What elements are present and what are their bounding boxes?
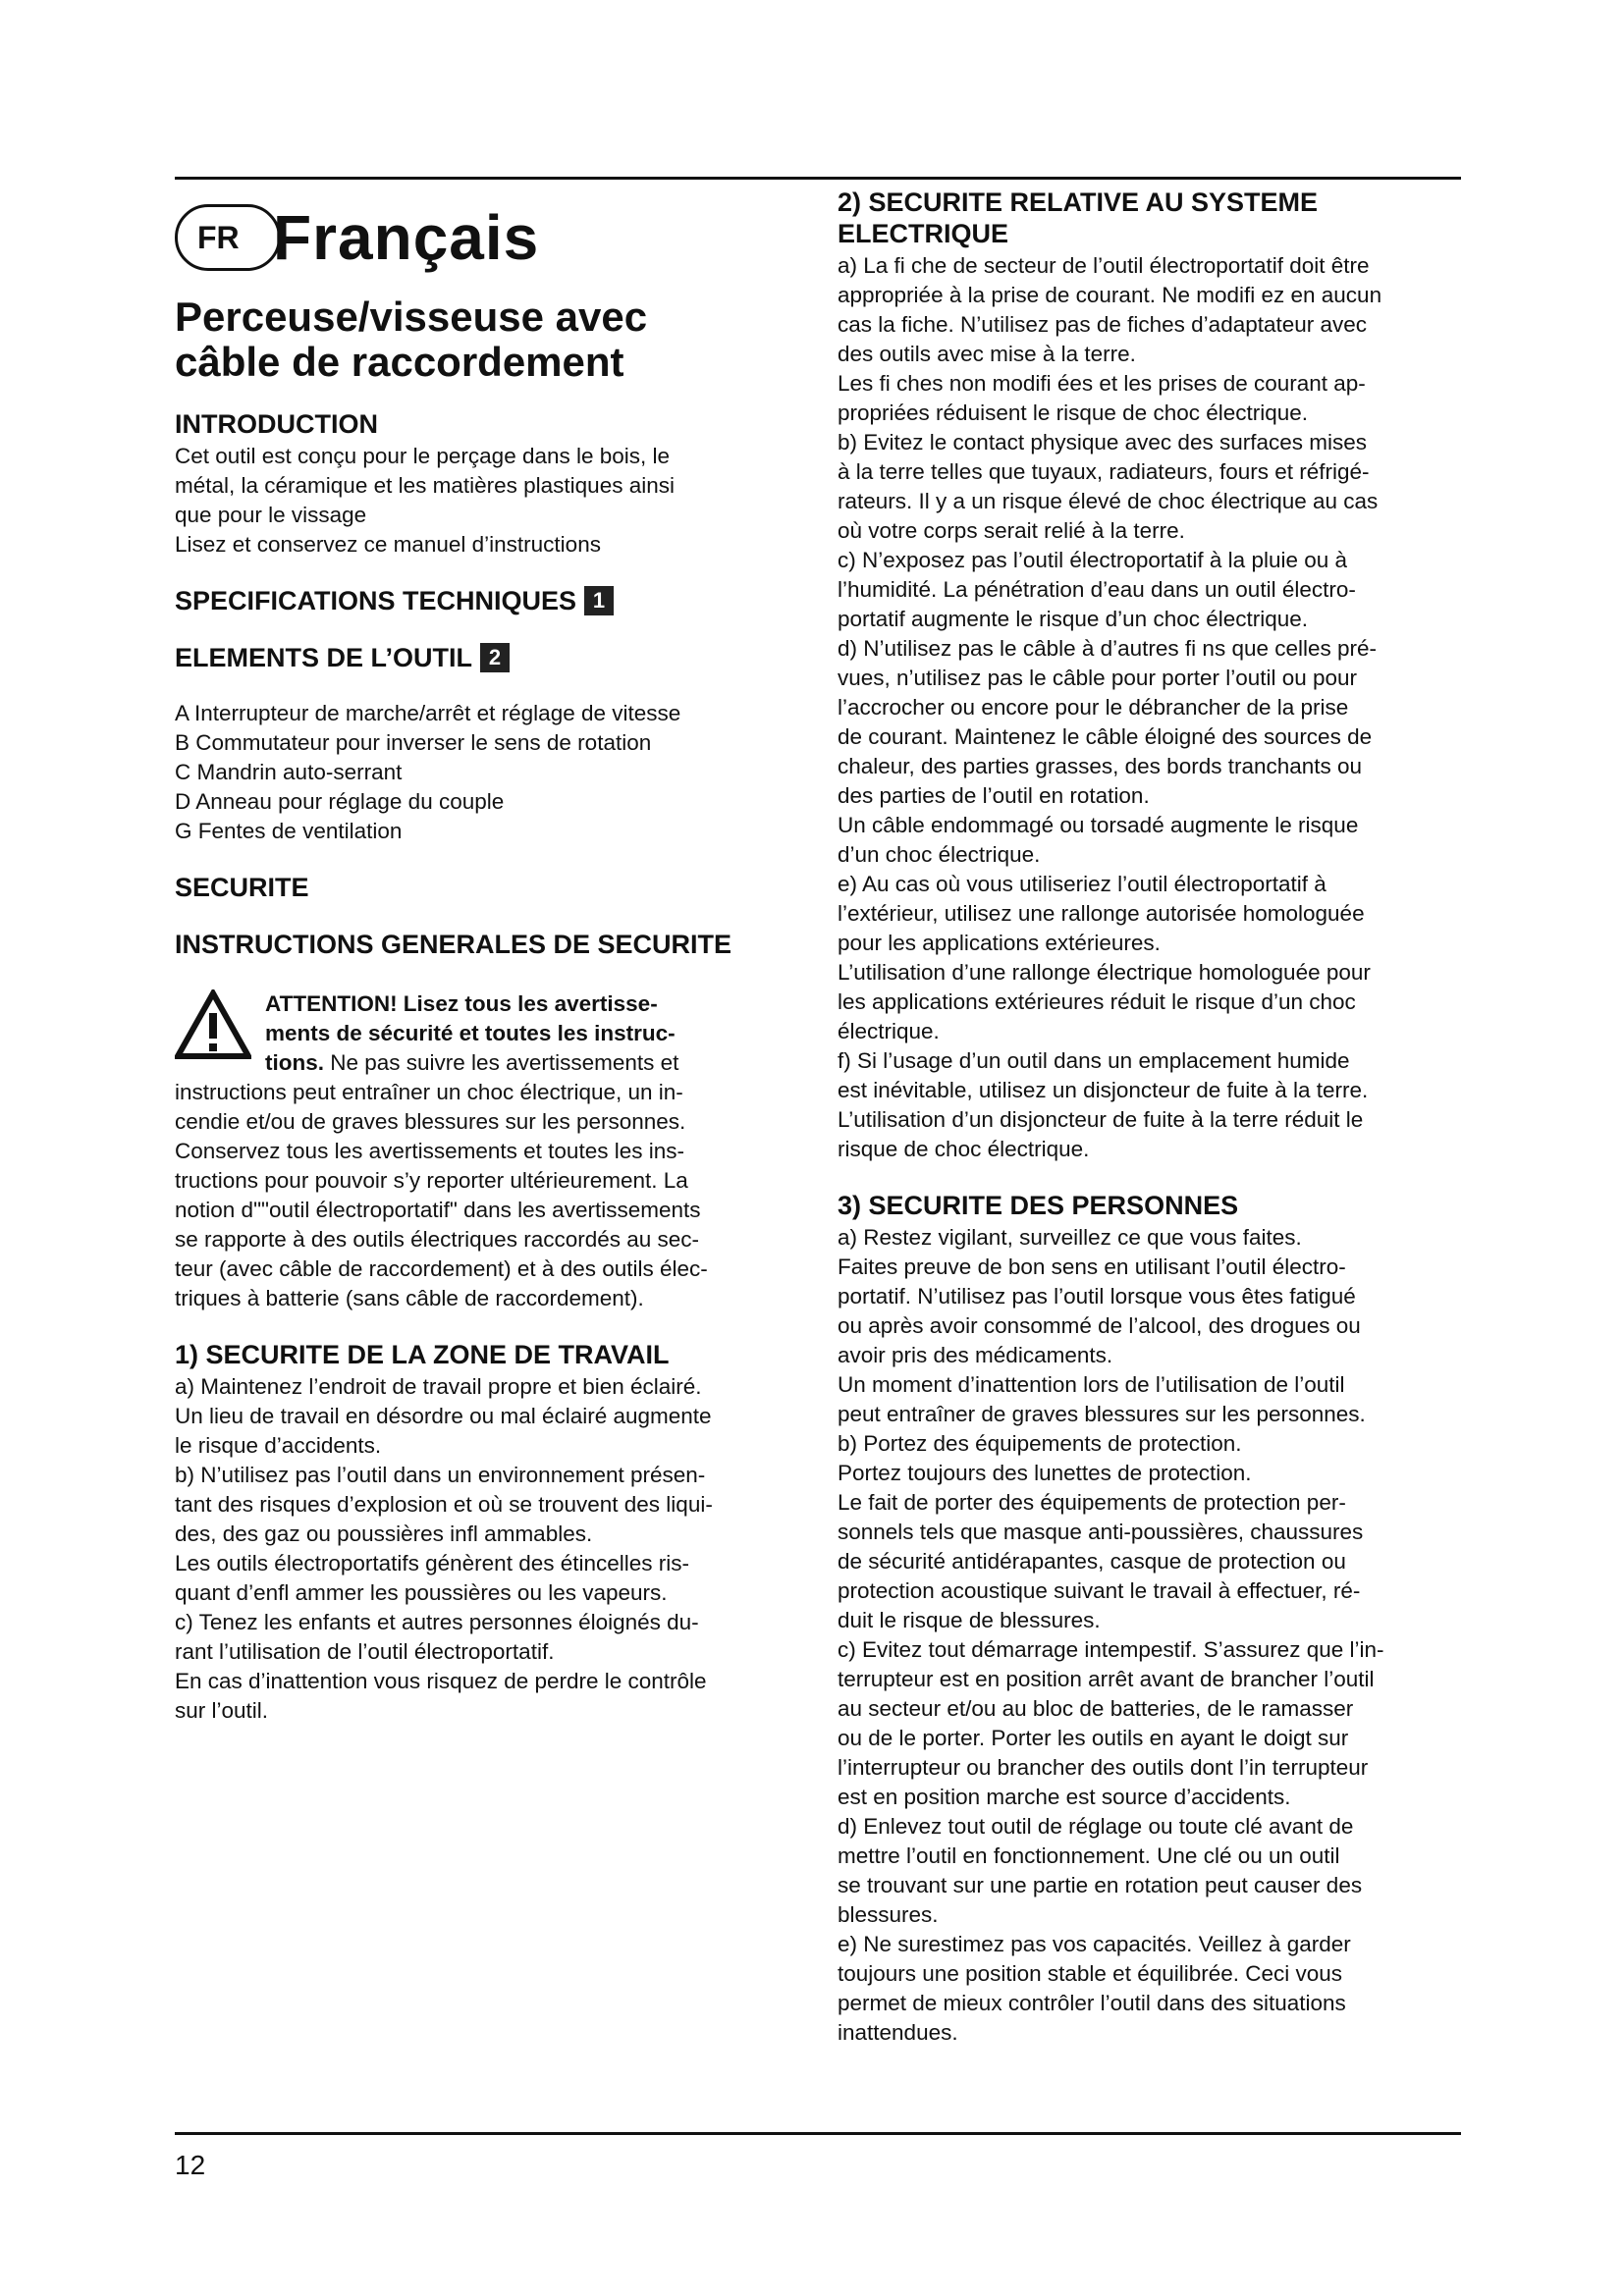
body-line: avoir pris des médicaments. (838, 1343, 1113, 1367)
body-line: triques à batterie (sans câble de raccordement). (175, 1286, 644, 1310)
intro-line: que pour le vissage (175, 503, 367, 527)
body-line: de courant. Maintenez le câble éloigné des sources de (838, 724, 1373, 749)
body-line: ou après avoir consommé de l’alcool, des drogues ou (838, 1313, 1361, 1338)
body-line: tant des risques d’explosion et où se trouvent des liqui- (175, 1492, 713, 1517)
body-line: L’utilisation d’un disjoncteur de fuite à la terre réduit le (838, 1107, 1364, 1132)
body-line: notion d""outil électroportatif" dans les avertissements (175, 1198, 701, 1222)
body-line: a) Maintenez l’endroit de travail propre et bien éclairé. (175, 1374, 702, 1399)
warning-text: Ne pas suivre les avertissements et (324, 1050, 679, 1075)
body-line: b) Evitez le contact physique avec des surfaces mises (838, 430, 1368, 454)
figure-ref-badge: 2 (480, 643, 510, 672)
figure-ref-badge: 1 (584, 586, 614, 615)
section2-heading (838, 187, 1461, 249)
body-line: protection acoustique suivant le travail à effectuer, ré- (838, 1578, 1361, 1603)
body-line: rateurs. Il y a un risque élevé de choc électrique au cas (838, 489, 1379, 513)
body-line: vues, n’utilisez pas le câble pour porter l’outil ou pour (838, 666, 1358, 690)
body-line: où votre corps serait relié à la terre. (838, 518, 1185, 543)
body-line: pour les applications extérieures. (838, 931, 1161, 955)
body-line: Faites preuve de bon sens en utilisant l’outil électro- (838, 1255, 1346, 1279)
language-badge (175, 204, 281, 271)
specs-heading (175, 585, 791, 616)
body-line: cendie et/ou de graves blessures sur les personnes. (175, 1109, 686, 1134)
body-line: des outils avec mise à la terre. (838, 342, 1136, 366)
body-line: inattendues. (838, 2020, 958, 2045)
body-line: se trouvant sur une partie en rotation peut causer des (838, 1873, 1363, 1897)
body-line: Un lieu de travail en désordre ou mal éclairé augmente (175, 1404, 712, 1428)
body-line: de sécurité antidérapantes, casque de protection ou (838, 1549, 1346, 1574)
intro-line: Lisez et conservez ce manuel d’instructions (175, 532, 601, 557)
section1-heading: 1) SECURITE DE LA ZONE DE TRAVAIL (175, 1340, 670, 1369)
body-line: Le fait de porter des équipements de protection per- (838, 1490, 1346, 1515)
body-line: e) Ne surestimez pas vos capacités. Veillez à garder (838, 1932, 1351, 1956)
page-number: 12 (175, 2150, 206, 2180)
warning-bold-text: tions. (265, 1050, 324, 1075)
list-item: D Anneau pour réglage du couple (175, 789, 505, 814)
language-name: Français (273, 202, 540, 273)
body-line: b) N’utilisez pas l’outil dans un environnement présen- (175, 1463, 706, 1487)
body-line: est en position marche est source d’accidents. (838, 1785, 1291, 1809)
body-line: les applications extérieures réduit le risque d’un choc (838, 989, 1356, 1014)
body-line: f) Si l’usage d’un outil dans un emplacement humide (838, 1048, 1350, 1073)
body-line: des, des gaz ou poussières infl ammables. (175, 1522, 593, 1546)
body-line: e) Au cas où vous utiliseriez l’outil électroportatif à (838, 872, 1326, 896)
body-line: Portez toujours des lunettes de protection. (838, 1461, 1252, 1485)
body-line: Les fi ches non modifi ées et les prises de courant ap- (838, 371, 1366, 396)
body-line: d) N’utilisez pas le câble à d’autres fi ns que celles pré- (838, 636, 1378, 661)
elements-list (175, 699, 791, 846)
body-line: tructions pour pouvoir s’y reporter ultérieurement. La (175, 1168, 688, 1193)
intro-heading: INTRODUCTION (175, 409, 378, 439)
top-rule (175, 177, 1461, 180)
body-line: portatif. N’utilisez pas l’outil lorsque vous êtes fatigué (838, 1284, 1356, 1308)
body-line: rant l’utilisation de l’outil électroportatif. (175, 1639, 555, 1664)
body-line: c) Tenez les enfants et autres personnes éloignés du- (175, 1610, 699, 1634)
body-line: permet de mieux contrôler l’outil dans des situations (838, 1991, 1346, 2015)
securite-heading: SECURITE (175, 873, 309, 902)
specs-heading-text: SPECIFICATIONS TECHNIQUES (175, 586, 577, 615)
body-line: sur l’outil. (175, 1698, 269, 1723)
document-title (175, 294, 791, 385)
intro-text (175, 442, 791, 560)
body-line: le risque d’accidents. (175, 1433, 382, 1458)
body-line: appropriée à la prise de courant. Ne modifi ez en aucun (838, 283, 1382, 307)
elements-heading-text: ELEMENTS DE L’OUTIL (175, 643, 473, 672)
title-line: câble de raccordement (175, 339, 624, 385)
title-line: Perceuse/visseuse avec (175, 294, 648, 340)
body-line: quant d’enfl ammer les poussières ou les vapeurs. (175, 1580, 668, 1605)
body-line: Conservez tous les avertissements et toutes les ins- (175, 1139, 684, 1163)
body-line: a) La fi che de secteur de l’outil électroportatif doit être (838, 253, 1370, 278)
section1-text (175, 1372, 791, 1726)
warning-triangle-icon (175, 989, 251, 1060)
body-line: propriées réduisent le risque de choc électrique. (838, 400, 1309, 425)
list-item: G Fentes de ventilation (175, 819, 403, 843)
body-line: c) N’exposez pas l’outil électroportatif à la pluie ou à (838, 548, 1348, 572)
body-line: d) Enlevez tout outil de réglage ou toute clé avant de (838, 1814, 1354, 1839)
bottom-rule (175, 2132, 1461, 2135)
body-line: Les outils électroportatifs génèrent des étincelles ris- (175, 1551, 690, 1575)
body-line: toujours une position stable et équilibrée. Ceci vous (838, 1961, 1343, 1986)
body-line: cas la fiche. N’utilisez pas de fiches d’adaptateur avec (838, 312, 1368, 337)
body-line: L’utilisation d’une rallonge électrique homologuée pour (838, 960, 1371, 985)
body-line: l’humidité. La pénétration d’eau dans un outil électro- (838, 577, 1356, 602)
language-code: FR (197, 219, 240, 255)
body-line: duit le risque de blessures. (838, 1608, 1101, 1632)
body-line: à la terre telles que tuyaux, radiateurs, fours et réfrigé- (838, 459, 1370, 484)
general-instructions-heading: INSTRUCTIONS GENERALES DE SECURITE (175, 930, 732, 959)
heading-line: ELECTRIQUE (838, 219, 1009, 248)
body-line: instructions peut entraîner un choc électrique, un in- (175, 1080, 683, 1104)
language-header (175, 192, 791, 283)
body-line: l’extérieur, utilisez une rallonge autorisée homologuée (838, 901, 1365, 926)
left-column (175, 192, 791, 1726)
body-line: est inévitable, utilisez un disjoncteur de fuite à la terre. (838, 1078, 1369, 1102)
body-line: mettre l’outil en fonctionnement. Une clé ou un outil (838, 1843, 1340, 1868)
body-line: b) Portez des équipements de protection. (838, 1431, 1242, 1456)
body-line: Un câble endommagé ou torsadé augmente le risque (838, 813, 1359, 837)
list-item: C Mandrin auto-serrant (175, 760, 403, 784)
body-line: a) Restez vigilant, surveillez ce que vous faites. (838, 1225, 1302, 1250)
list-item: B Commutateur pour inverser le sens de rotation (175, 730, 652, 755)
body-line: électrique. (838, 1019, 940, 1043)
section3-heading: 3) SECURITE DES PERSONNES (838, 1191, 1239, 1220)
body-line: d’un choc électrique. (838, 842, 1041, 867)
body-line: blessures. (838, 1902, 939, 1927)
list-item: A Interrupteur de marche/arrêt et réglage de vitesse (175, 701, 681, 725)
body-line: sonnels tels que masque anti-poussières, chaussures (838, 1520, 1364, 1544)
warning-line: ments de sécurité et toutes les instruc- (265, 1021, 676, 1045)
body-line: portatif augmente le risque d’un choc électrique. (838, 607, 1309, 631)
warning-line: ATTENTION! Lisez tous les avertisse- (265, 991, 658, 1016)
body-line: teur (avec câble de raccordement) et à des outils élec- (175, 1256, 708, 1281)
section2-text (838, 251, 1461, 1164)
warning-line (265, 1048, 791, 1078)
body-line: l’accrocher ou encore pour le débrancher de la prise (838, 695, 1349, 720)
body-line: l’interrupteur ou brancher des outils dont l’in terrupteur (838, 1755, 1369, 1780)
body-line: Un moment d’inattention lors de l’utilisation de l’outil (838, 1372, 1345, 1397)
body-line: peut entraîner de graves blessures sur les personnes. (838, 1402, 1366, 1426)
warning-block (175, 989, 791, 1313)
body-line: risque de choc électrique. (838, 1137, 1090, 1161)
body-line: En cas d’inattention vous risquez de perdre le contrôle (175, 1669, 707, 1693)
section3-text (838, 1223, 1461, 2048)
elements-heading (175, 642, 791, 673)
heading-line: 2) SECURITE RELATIVE AU SYSTEME (838, 187, 1319, 217)
right-column (838, 187, 1461, 2048)
body-line: ou de le porter. Porter les outils en ayant le doigt sur (838, 1726, 1349, 1750)
body-line: c) Evitez tout démarrage intempestif. S’assurez que l’in- (838, 1637, 1384, 1662)
body-line: des parties de l’outil en rotation. (838, 783, 1150, 808)
body-line: chaleur, des parties grasses, des bords tranchants ou (838, 754, 1363, 778)
intro-line: Cet outil est conçu pour le perçage dans le bois, le (175, 444, 671, 468)
body-line: terrupteur est en position arrêt avant de brancher l’outil (838, 1667, 1375, 1691)
intro-line: métal, la céramique et les matières plastiques ainsi (175, 473, 675, 498)
body-line: au secteur et/ou au bloc de batteries, de le ramasser (838, 1696, 1354, 1721)
body-line: se rapporte à des outils électriques raccordés au sec- (175, 1227, 700, 1252)
